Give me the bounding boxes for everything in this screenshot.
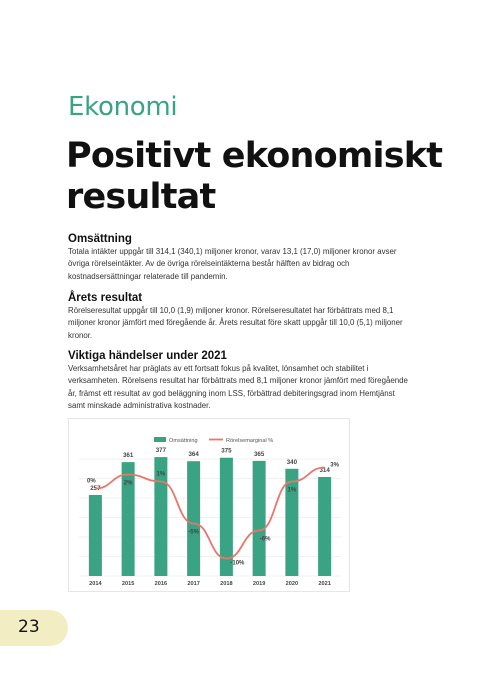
chart-svg	[69, 419, 351, 593]
bar-label-2021: 314	[319, 466, 330, 474]
x-tick-2014: 2014	[89, 581, 102, 587]
bar-2017	[187, 461, 200, 576]
result-section	[68, 292, 413, 342]
result-heading: Årets resultat	[68, 292, 143, 304]
margin-label-2021: 3%	[330, 462, 339, 469]
result-paragraph: Rörelseresultat uppgår till 10,0 (1,9) miljoner kronor. Rörelseresultatet har förbättrats med 8,1 miljoner kronor jämfört med föregående år. Årets resultat före skatt uppgår till 10,0 (5,1) miljoner kronor.	[68, 306, 403, 340]
page-number-tab	[0, 610, 68, 646]
x-tick-2019: 2019	[252, 581, 266, 587]
bar-2021	[318, 477, 331, 576]
x-tick-2017: 2017	[187, 581, 200, 587]
x-tick-2021: 2021	[318, 581, 331, 587]
bar-label-2014: 257	[90, 484, 101, 492]
x-tick-2020: 2020	[285, 581, 299, 587]
bar-label-2019: 365	[253, 450, 265, 458]
margin-label-2020: 1%	[287, 487, 297, 494]
bar-2020	[285, 469, 298, 576]
section-label: Ekonomi	[68, 92, 178, 122]
bar-label-2016: 377	[155, 447, 167, 455]
bar-2014	[89, 495, 102, 576]
x-tick-2018: 2018	[220, 581, 233, 587]
revenue-margin-chart	[68, 418, 350, 592]
bar-label-2018: 375	[221, 447, 232, 455]
legend-swatch-omsattning	[154, 437, 166, 442]
bar-label-2017: 364	[188, 451, 199, 459]
margin-label-2017: -5%	[188, 529, 199, 536]
legend-label-margin: Rörelsemarginal %	[226, 438, 274, 444]
margin-label-2014: 0%	[87, 478, 96, 485]
bar-2015	[122, 462, 135, 576]
x-tick-2015: 2015	[121, 581, 135, 587]
events-section	[68, 350, 413, 413]
events-paragraph: Verksamhetsåret har präglats av ett fortsatt fokus på kvalitet, lönsamhet och stabilitet i verksamheten. Rörelsens resultat har förbättrats med 8,1 miljoner kronor jämfört med föregående år, främst ett resultat av god beläggning inom LSS, förbättrad debiteringsgrad inom Hemtjänst samt minskade administrativa kostnader.	[68, 364, 408, 411]
margin-label-2019: -6%	[259, 536, 271, 543]
margin-label-2015: 2%	[123, 480, 133, 487]
revenue-section	[68, 233, 413, 283]
page-title: Positivt ekonomiskt resultat	[66, 136, 443, 217]
page-number: 23	[18, 617, 40, 637]
bar-label-2020: 340	[286, 458, 298, 466]
x-tick-2016: 2016	[154, 581, 168, 587]
bar-label-2015: 361	[122, 452, 134, 460]
revenue-heading: Omsättning	[68, 233, 132, 245]
margin-label-2016: 1%	[156, 471, 166, 478]
margin-label-2018: -10%	[230, 560, 245, 567]
bar-2019	[253, 461, 266, 576]
legend-label-omsattning: Omsättning	[169, 438, 198, 444]
revenue-paragraph: Totala intäkter uppgår till 314,1 (340,1) miljoner kronor, varav 13,1 (17,0) miljoner kronor avser övriga rörelseintäkter. Av de övriga rörelseintäkterna består hälften av bidrag och kostnadsersättningar relaterade till pandemin.	[68, 247, 397, 281]
events-heading: Viktiga händelser under 2021	[68, 350, 227, 362]
